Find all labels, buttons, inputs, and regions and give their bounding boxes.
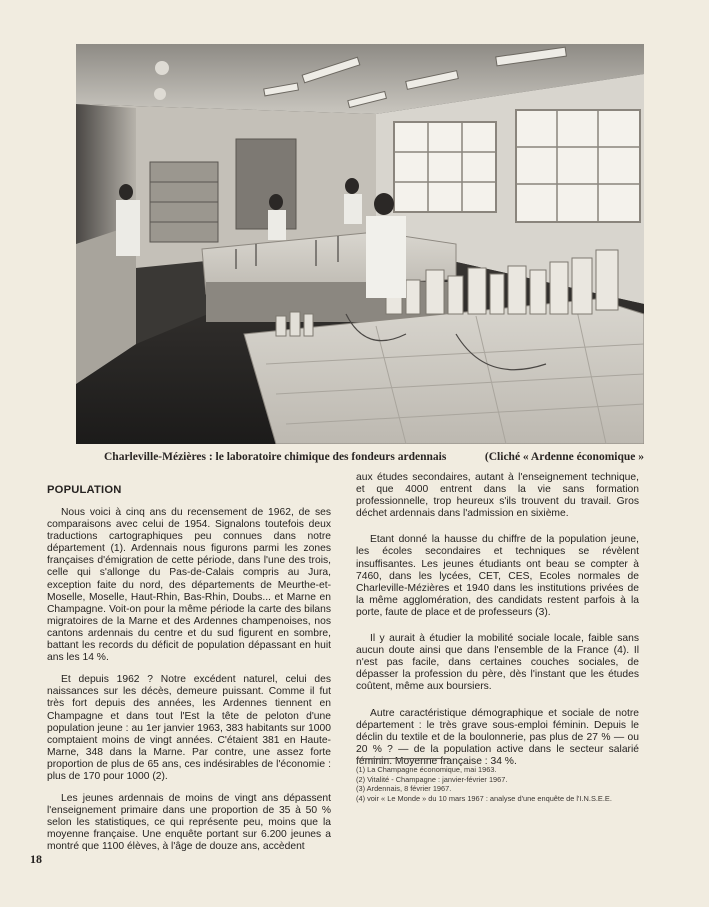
photo-caption <box>76 451 644 469</box>
footnote: (2) Vitalité - Champagne : janvier-février 1967. <box>356 774 508 784</box>
left-column <box>47 484 331 864</box>
right-column <box>356 472 639 782</box>
paragraph: Autre caractéristique démographique et sociale de notre département : le très grave sous-emploi féminin. Depuis le déclin du textile et de la boulonnerie, pas plus de 27 % — ou 20 % ? — de la population active dans le secteur salarié féminin. Moyenne française : 34 %. <box>356 707 639 767</box>
paragraph: Etant donné la hausse du chiffre de la population jeune, les écoles secondaires et techniques se révèlent insuffisantes. Les jeunes étudiants ont beau se compter à 7460, dans les lycées, CET, CES, Ecoles normales de Charleville-Mézières et 1940 dans les institutions privées de la même agglomération, des candidats restent parfois à la porte, faute de place et de professeurs (3). <box>356 534 639 618</box>
photo-caption-text: Charleville-Mézières : le laboratoire chimique des fondeurs ardennais <box>104 451 447 463</box>
paragraph: Il y aurait à étudier la mobilité sociale locale, faible sans aucun doute ainsi que dans l'ensemble de la France (4). Il n'est pas facile, dans certaines couches sociales, de dépasser la profession du père, dès l'instant que les études coûtent, même aux boursiers. <box>356 633 639 693</box>
photo-credit: (Cliché « Ardenne économique » <box>484 451 644 463</box>
paragraph: aux études secondaires, autant à l'enseignement technique, et que 4000 entrent dans la vie sans formation professionnelle, trop heureux s'ils trouvent du travail. Gros déchet ardennais dans l'admission en sixième. <box>356 472 639 520</box>
page-number: 18 <box>30 852 42 866</box>
paragraph: Nous voici à cinq ans du recensement de 1962, de ses comparaisons avec celui de 1954. Signalons toutefois deux traductions cartographiques peu connues dans notre département (1). Ardennais nous figurons parmi les zones françaises d'émigration de cette période, dans l'une des trois, celle qui s'allonge du Pas-de-Calais compris au Jura, exception faite du nord, des départements de Meurthe-et-Moselle, Moselle, Haut-Rhin, Bas-Rhin, Doubs... et Marne en Champagne. Voit-on pour la même période la carte des bilans migratoires de la Marne et des Ardennes champenoises, nos cantons ardennais du centre et du sud figurent en sombre, battant les records du déficit de population dépassant en huit ans les 14 %. <box>47 507 331 664</box>
paragraph: Les jeunes ardennais de moins de vingt ans dépassent l'enseignement primaire dans une proportion de 35 à 50 % selon les statistiques, ce qui représente peu, moins que la moyenne française. Une enquête portant sur 6.200 jeunes a montré que 1100 élèves, à l'âge de douze ans, accèdent <box>47 793 331 853</box>
footnote: (3) Ardennais, 8 février 1967. <box>356 784 452 794</box>
footnote: (4) voir « Le Monde » du 10 mars 1967 : analyse d'une enquête de l'I.N.S.E.E. <box>356 793 612 803</box>
section-heading: POPULATION <box>47 484 122 496</box>
footnotes <box>356 765 639 803</box>
laboratory-photo-illustration <box>76 44 644 444</box>
laboratory-photo <box>76 44 644 444</box>
footnote-divider <box>356 758 450 759</box>
paragraph: Et depuis 1962 ? Notre excédent naturel, celui des naissances sur les décès, demeure puissant. Comme il fut très fort depuis des années, les Ardennes tiennent en Champagne et dans tout l'Est la tête de peloton d'une population jeune : au 1er janvier 1963, 383 habitants sur 1000 comptaient moins de vingt années. C'étaient 381 en Haute-Marne, 348 dans la Marne. Par contre, une assez forte proportion de plus de 65 ans, ces indésirables de l'économie : plus de 170 pour 1000 (2). <box>47 674 331 782</box>
footnote: (1) La Champagne économique, mai 1963. <box>356 765 497 774</box>
